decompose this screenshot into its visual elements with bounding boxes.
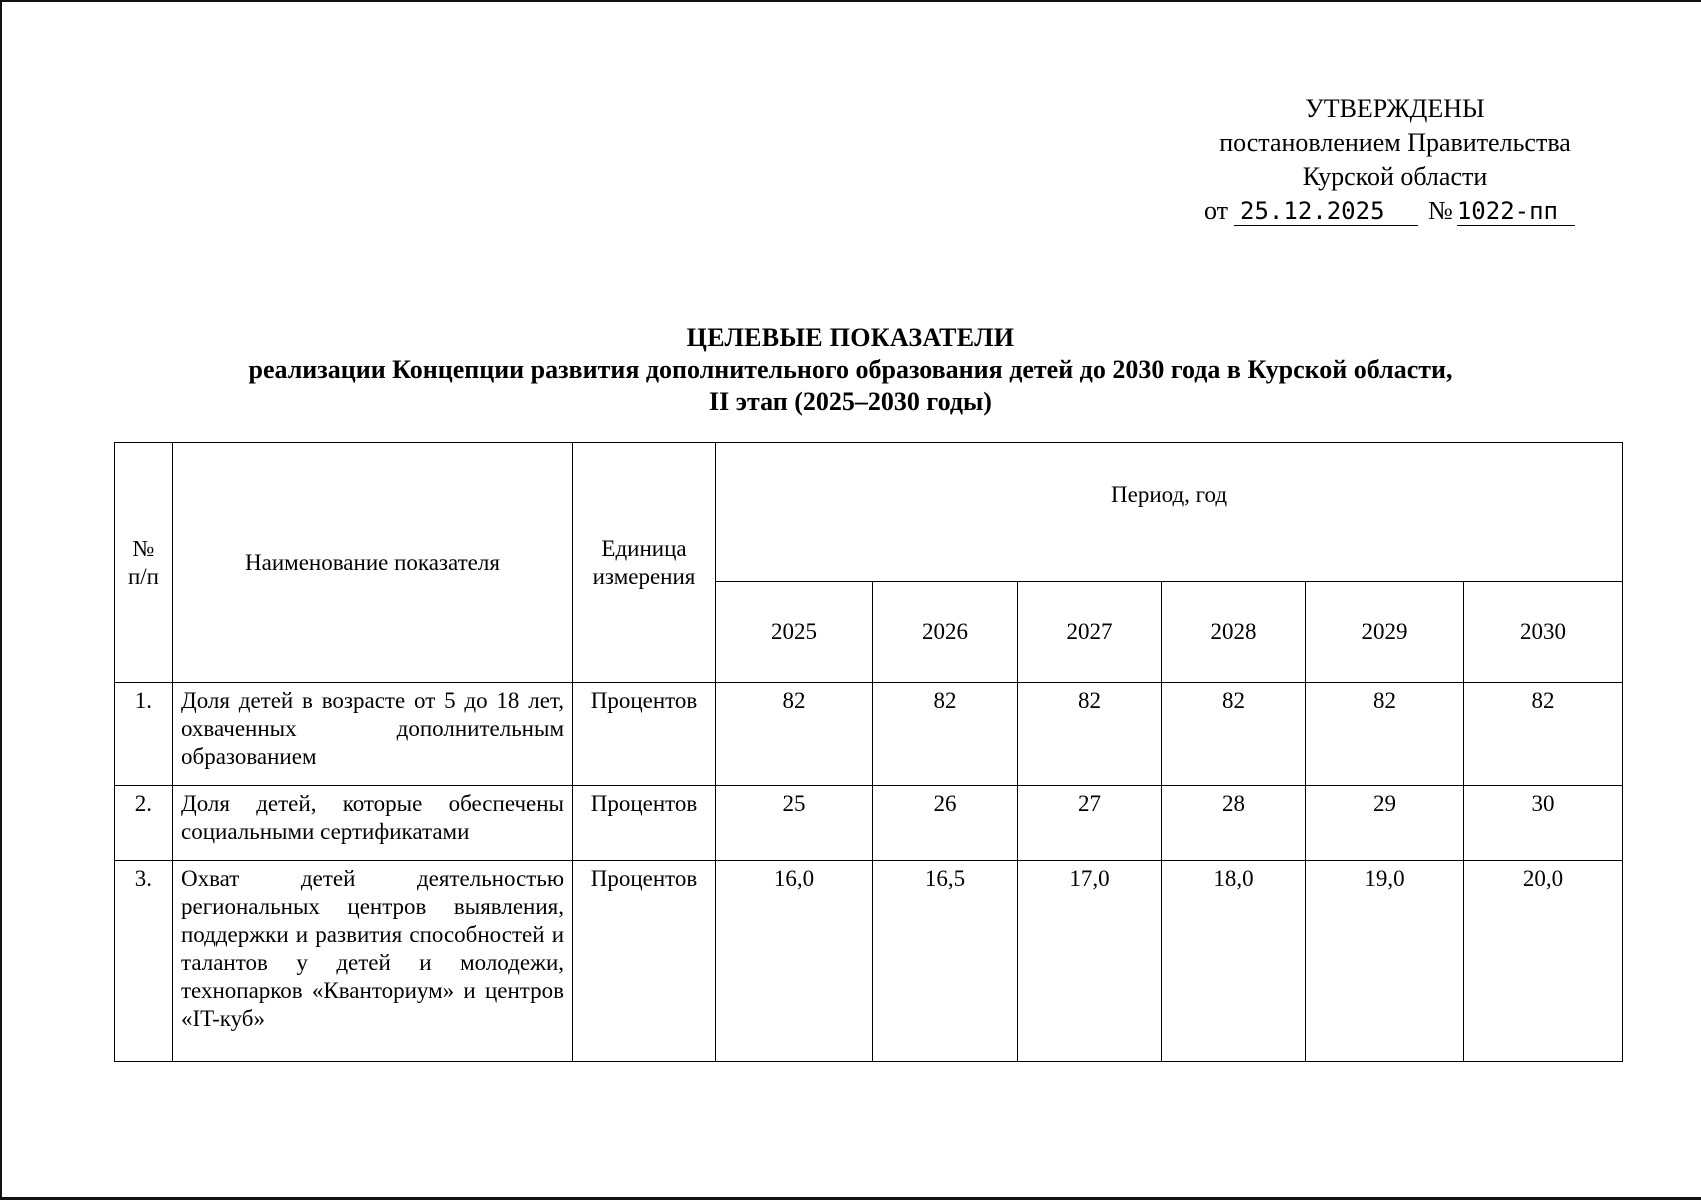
approval-heading: УТВЕРЖДЕНЫ — [1305, 94, 1485, 123]
date-prefix: от — [1204, 196, 1229, 225]
indicator-value: 82 — [873, 683, 1018, 786]
page-edge-left — [0, 0, 2, 1200]
title-sub-2: II этап (2025–2030 годы) — [709, 387, 992, 416]
indicator-name: Доля детей, которые обеспечены социальными сертификатами — [173, 786, 573, 861]
header-name: Наименование показателя — [173, 443, 573, 683]
indicator-unit: Процентов — [573, 861, 716, 1062]
header-period: Период, год — [716, 443, 1623, 582]
header-num-line-1: № — [132, 535, 155, 561]
title-sub-1: реализации Концепции развития дополнительного образования детей до 2030 года в Курской области, — [248, 355, 1453, 384]
header-row-top — [115, 443, 1623, 582]
indicator-value: 25 — [716, 786, 873, 861]
header-year: 2026 — [873, 582, 1018, 683]
page-edge-top — [0, 0, 1701, 2]
header-year: 2028 — [1162, 582, 1306, 683]
indicator-name: Охват детей деятельностью региональных центров выявления, поддержки и развития способностей и талантов у детей и молодежи, технопарков «Кванториум» и центров «IT-куб» — [173, 861, 573, 1062]
indicator-value: 82 — [1464, 683, 1623, 786]
indicator-value: 20,0 — [1464, 861, 1623, 1062]
header-unit-line-1: Единица — [601, 535, 687, 561]
header-unit — [573, 443, 716, 683]
header-year: 2027 — [1018, 582, 1162, 683]
header-unit-line-2: измерения — [592, 563, 696, 589]
indicator-value: 16,5 — [873, 861, 1018, 1062]
approval-line-2: Курской области — [1302, 162, 1488, 191]
indicators-table — [114, 442, 1623, 1062]
indicator-value: 29 — [1306, 786, 1464, 861]
header-year: 2030 — [1464, 582, 1623, 683]
indicator-unit: Процентов — [573, 683, 716, 786]
title-main: ЦЕЛЕВЫЕ ПОКАЗАТЕЛИ — [686, 323, 1015, 352]
indicator-unit: Процентов — [573, 786, 716, 861]
decree-number: 1022-пп — [1457, 197, 1575, 226]
indicator-value: 16,0 — [716, 861, 873, 1062]
row-number: 1. — [115, 683, 173, 786]
table-row — [115, 861, 1623, 1062]
approval-line-1: постановлением Правительства — [1219, 128, 1571, 157]
indicator-value: 27 — [1018, 786, 1162, 861]
decree-date: 25.12.2025 — [1234, 197, 1418, 226]
indicator-value: 82 — [716, 683, 873, 786]
indicator-value: 82 — [1162, 683, 1306, 786]
header-year: 2025 — [716, 582, 873, 683]
document-title — [0, 322, 1701, 418]
decree-line — [1180, 194, 1610, 228]
table-row — [115, 683, 1623, 786]
indicator-value: 26 — [873, 786, 1018, 861]
indicator-value: 18,0 — [1162, 861, 1306, 1062]
header-num-line-2: п/п — [127, 563, 159, 589]
indicator-value: 28 — [1162, 786, 1306, 861]
header-year: 2029 — [1306, 582, 1464, 683]
indicator-value: 17,0 — [1018, 861, 1162, 1062]
row-number: 3. — [115, 861, 173, 1062]
table-row — [115, 786, 1623, 861]
indicator-name: Доля детей в возрасте от 5 до 18 лет, охваченных дополнительным образованием — [173, 683, 573, 786]
approval-stamp — [1180, 92, 1610, 228]
indicator-value: 82 — [1018, 683, 1162, 786]
number-sign: № — [1428, 196, 1453, 225]
header-num — [115, 443, 173, 683]
row-number: 2. — [115, 786, 173, 861]
indicator-value: 82 — [1306, 683, 1464, 786]
indicator-value: 19,0 — [1306, 861, 1464, 1062]
indicator-value: 30 — [1464, 786, 1623, 861]
